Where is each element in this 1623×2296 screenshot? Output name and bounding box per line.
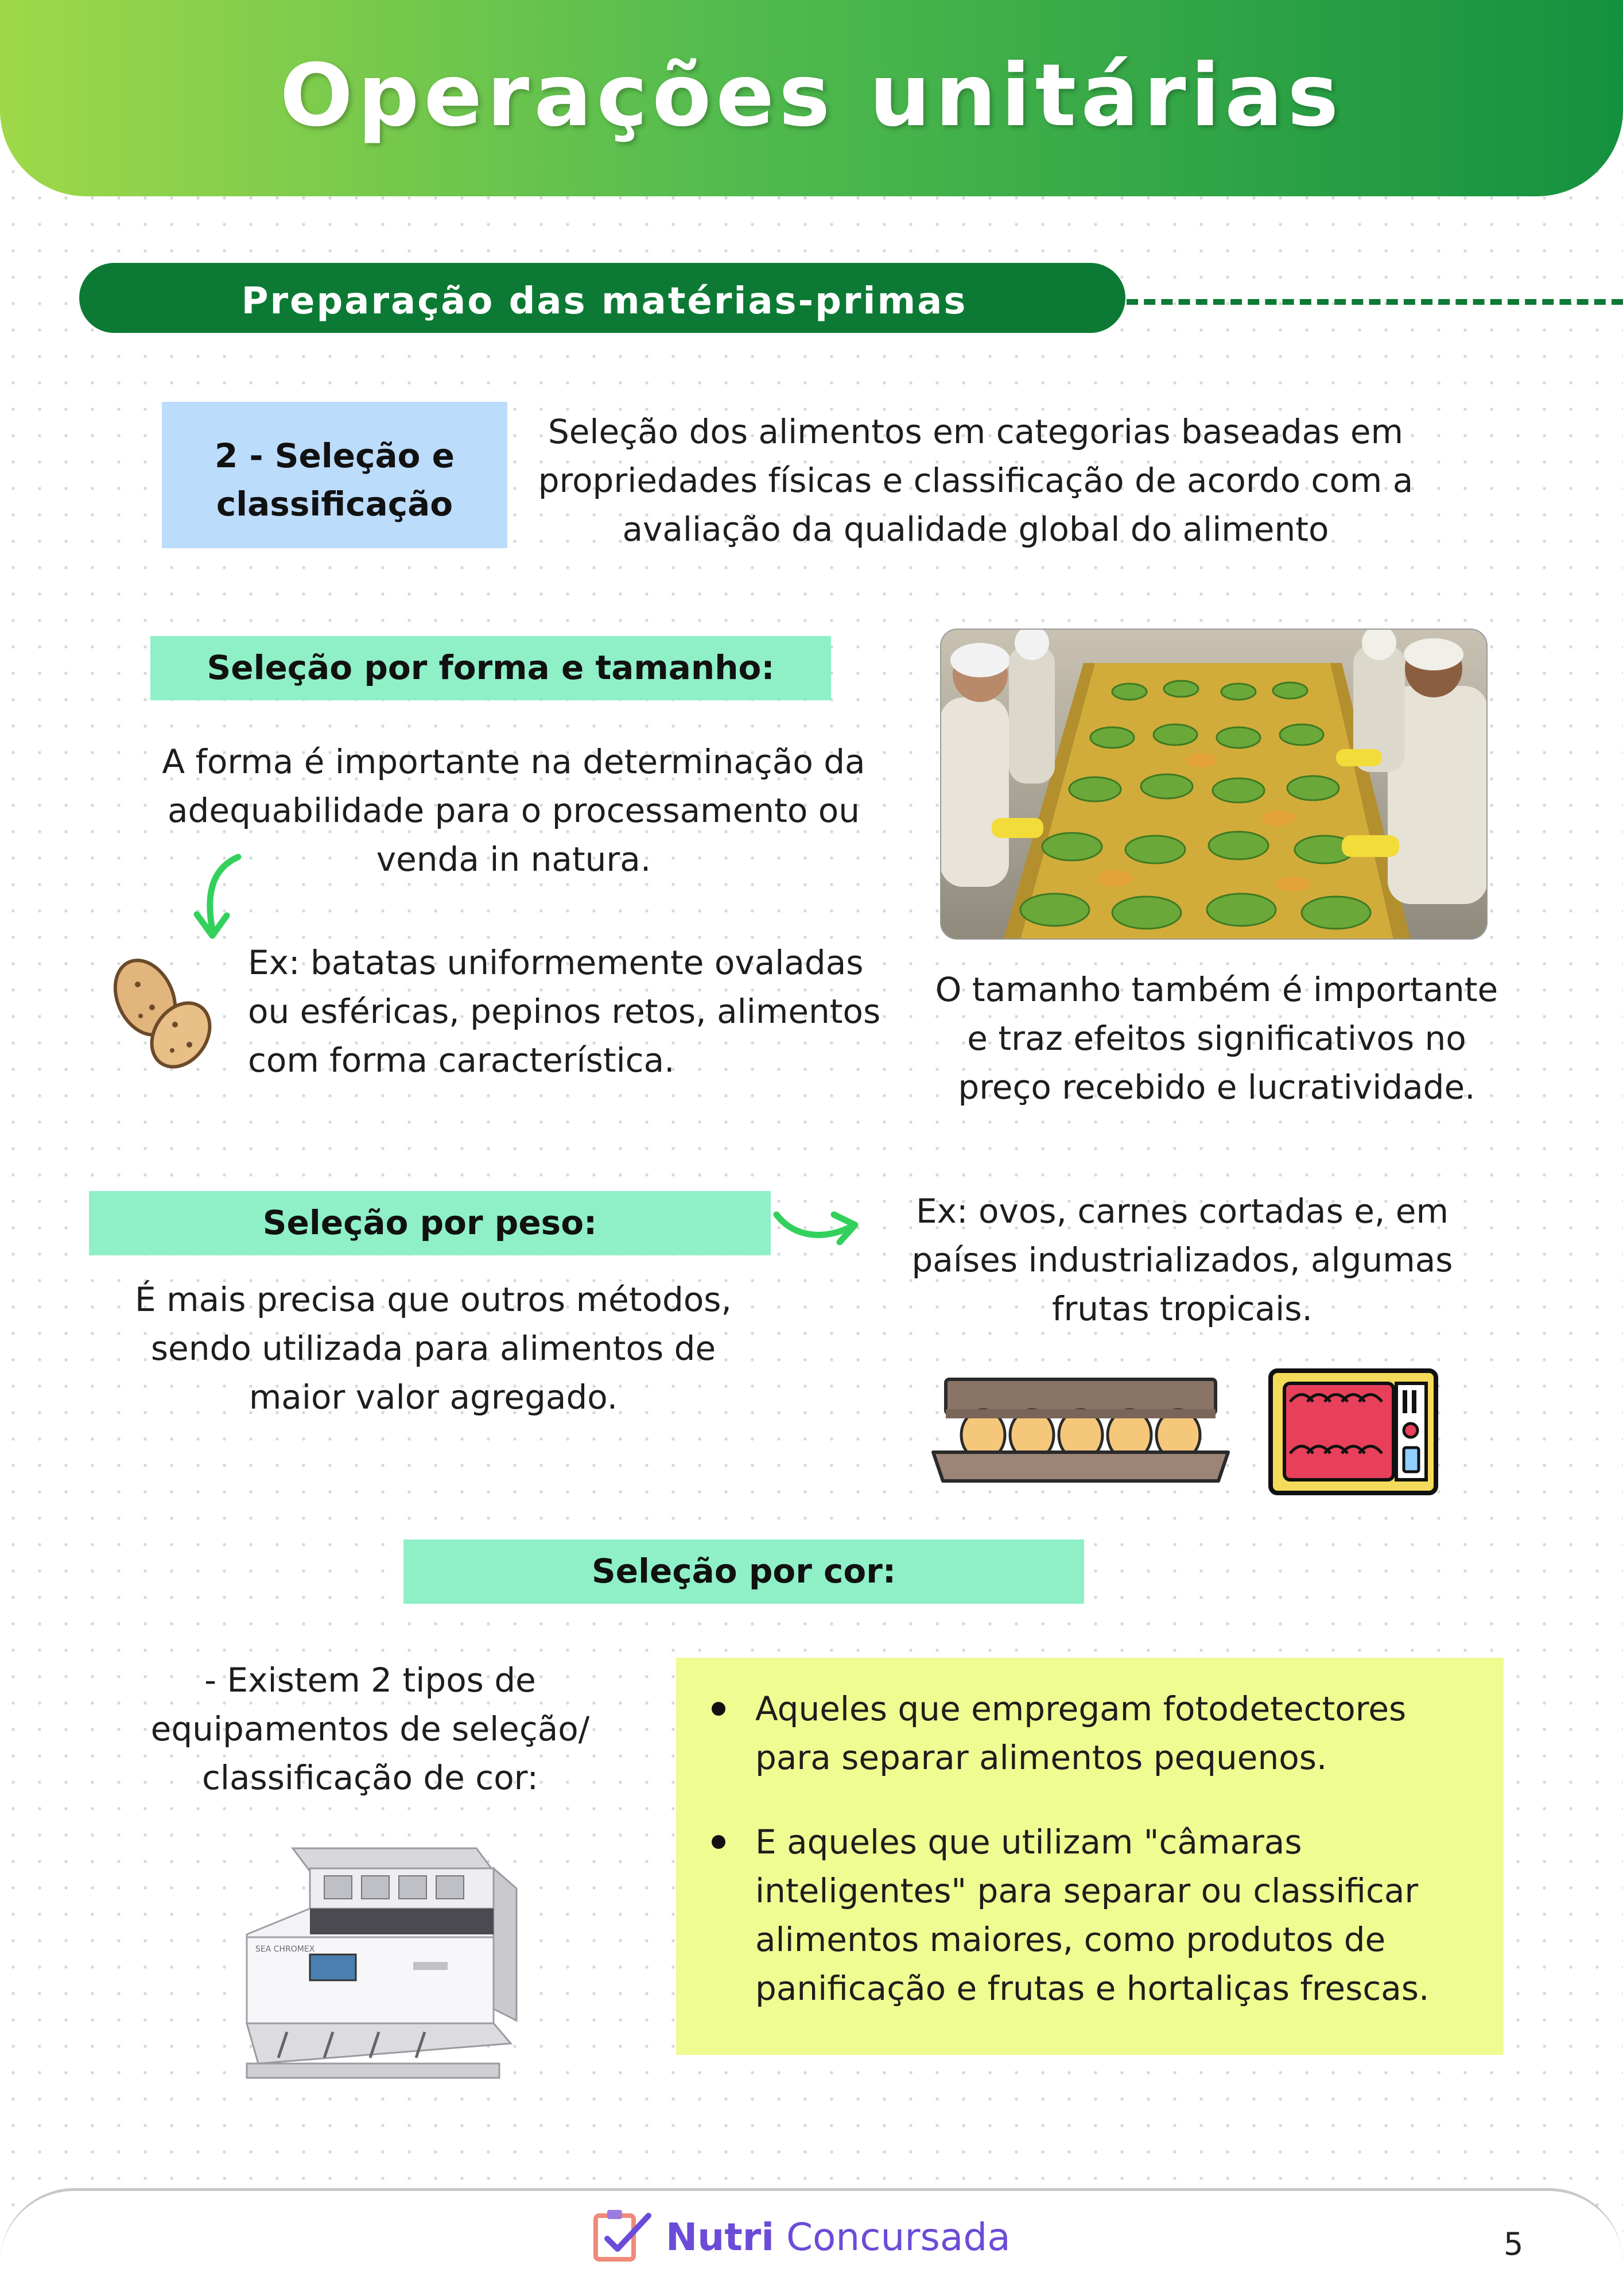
shape-example (248, 938, 908, 1085)
potato-icon (106, 953, 221, 1073)
subheading-shape-size: Seleção por forma e tamanho: (207, 648, 775, 687)
checklist-logo-icon (591, 2205, 654, 2263)
text-line: sendo utilizada para alimentos de (150, 1329, 716, 1368)
subheading-weight: Seleção por peso: (262, 1203, 597, 1242)
page-number: 5 (1504, 2226, 1524, 2262)
egg-carton-icon (929, 1375, 1233, 1490)
item-label-line: classificação (216, 484, 453, 523)
text-line: frutas tropicais. (1052, 1289, 1313, 1328)
text-line: ou esféricas, pepinos retos, alimentos (248, 992, 881, 1031)
text-line: e traz efeitos significativos no (967, 1019, 1466, 1058)
text-line: O tamanho também é importante (935, 970, 1498, 1009)
brand-name (666, 2214, 1011, 2260)
dashed-divider (1127, 299, 1623, 305)
text-line: com forma característica. (248, 1041, 675, 1080)
text-line: para separar alimentos pequenos. (755, 1738, 1327, 1777)
size-note (913, 965, 1521, 1112)
section-title: Preparação das matérias-primas (241, 280, 968, 323)
page-title: Operações unitárias (279, 46, 1344, 146)
text-line: Ex: batatas uniformemente ovaladas (248, 943, 864, 982)
subheading-color: Seleção por cor: (591, 1552, 896, 1591)
weight-example (884, 1187, 1481, 1333)
brand-bold: Nutri (666, 2215, 774, 2259)
machine-brand-label: SEA CHROMEX (255, 1945, 315, 1954)
text-line: panificação e frutas e hortaliças frescas. (755, 1969, 1430, 2008)
text-line: maior valor agregado. (249, 1378, 618, 1417)
text-line: - Existem 2 tipos de (204, 1661, 536, 1700)
color-intro (132, 1656, 608, 1802)
text-line: Aqueles que empregam fotodetectores (755, 1689, 1407, 1728)
curved-arrow-right-icon (772, 1204, 864, 1250)
text-line: propriedades físicas e classificação de acordo com a (538, 461, 1414, 500)
text-line: inteligentes" para separar ou classificar (755, 1871, 1419, 1910)
text-line: Ex: ovos, carnes cortadas e, em (916, 1192, 1449, 1231)
color-sorter-machine-image (224, 1837, 522, 2084)
text-line: E aqueles que utilizam "câmaras (755, 1822, 1302, 1861)
list-item (712, 1818, 1481, 2013)
color-methods-list (712, 1685, 1481, 2049)
item-label-line: 2 - Seleção e (214, 436, 455, 475)
papaya-sorting-photo (940, 629, 1488, 940)
meat-package-icon (1267, 1367, 1439, 1496)
item-description (528, 408, 1423, 554)
text-line: avaliação da qualidade global do alimento (622, 510, 1329, 549)
text-line: países industrializados, algumas (911, 1240, 1453, 1279)
text-line: adequabilidade para o processamento ou (168, 791, 860, 830)
brand-regular: Concursada (786, 2215, 1011, 2259)
text-line: equipamentos de seleção/ (150, 1709, 590, 1748)
item-label (162, 432, 507, 528)
text-line: venda in natura. (376, 840, 651, 879)
text-line: classificação de cor: (201, 1758, 539, 1797)
weight-text (86, 1275, 781, 1422)
text-line: alimentos maiores, como produtos de (755, 1920, 1386, 1959)
text-line: É mais precisa que outros métodos, (135, 1280, 732, 1319)
bullet-icon (712, 1702, 725, 1716)
bullet-icon (712, 1835, 725, 1849)
curved-arrow-down-icon (187, 852, 250, 944)
text-line: preço recebido e lucratividade. (958, 1068, 1476, 1107)
text-line: Seleção dos alimentos em categorias baseadas em (548, 412, 1404, 451)
text-line: A forma é importante na determinação da (162, 742, 865, 781)
list-item (712, 1685, 1481, 1782)
